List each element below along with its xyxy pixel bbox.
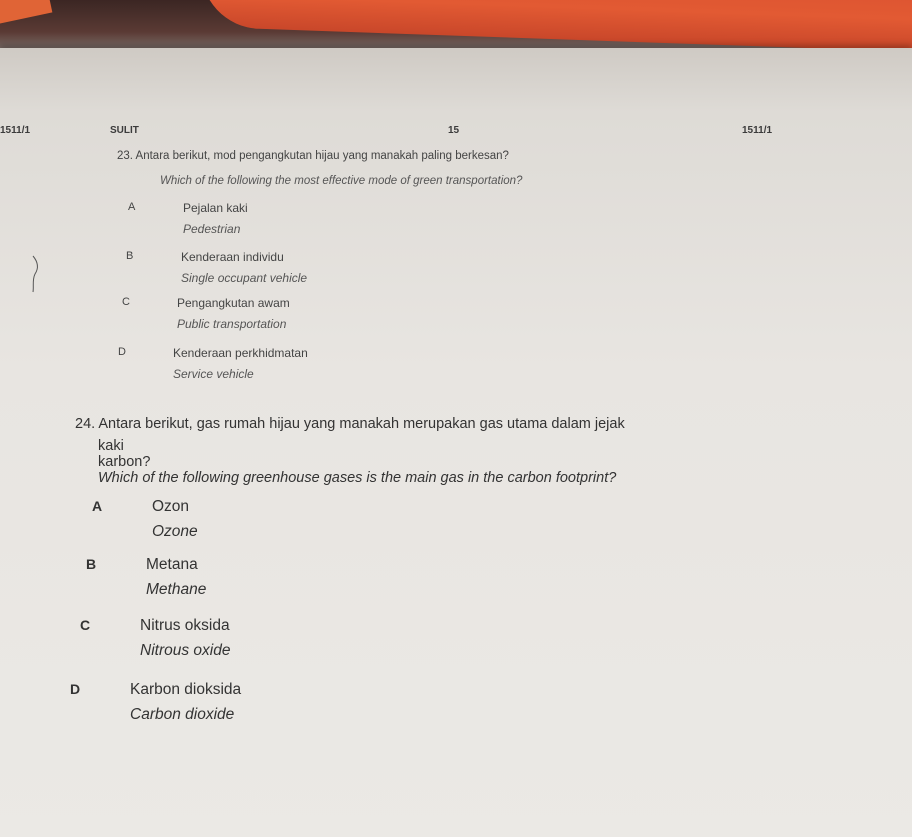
option-letter: A (128, 201, 136, 213)
page-number: 15 (448, 125, 460, 136)
question-23-stem-ms: 23. Antara berikut, mod pengangkutan hijau yang manakah paling berkesan? (117, 150, 509, 162)
option-text-ms: Pengangkutan awam (177, 296, 290, 310)
option-letter: B (86, 556, 97, 572)
question-23 (0, 0, 912, 400)
option-letter: C (122, 296, 130, 308)
option-letter: C (80, 617, 91, 633)
option-text-ms: Kenderaan perkhidmatan (173, 346, 308, 360)
option-text-ms: Ozon (152, 498, 190, 515)
paper-code-left: 1511/1 (0, 125, 31, 136)
option-letter: D (118, 346, 126, 358)
option-text-en: Carbon dioxide (130, 706, 235, 723)
option-text-ms: Kenderaan individu (181, 250, 284, 264)
option-text-en: Methane (146, 581, 207, 598)
option-text-ms: Pejalan kaki (183, 201, 248, 215)
option-text-ms: Nitrus oksida (140, 617, 230, 634)
question-24-stem-en: Which of the following greenhouse gases is the main gas in the carbon footprint? (98, 470, 617, 486)
question-23-stem-en: Which of the following the most effective mode of green transportation? (160, 175, 523, 187)
question-24-stem-ms-cont: kaki karbon? (98, 438, 151, 470)
option-text-en: Service vehicle (173, 367, 254, 381)
sulit-label: SULIT (110, 125, 139, 136)
option-text-en: Single occupant vehicle (181, 271, 308, 285)
question-24-stem-ms: 24. Antara berikut, gas rumah hijau yang manakah merupakan gas utama dalam jejak (75, 416, 625, 432)
paper-code-right: 1511/1 (742, 125, 773, 136)
option-text-ms: Metana (146, 556, 198, 573)
option-text-en: Pedestrian (183, 222, 241, 236)
option-letter: A (92, 498, 103, 514)
option-text-en: Ozone (152, 523, 198, 540)
option-letter: D (70, 681, 81, 697)
option-text-ms: Karbon dioksida (130, 681, 242, 698)
option-letter: B (126, 250, 134, 262)
option-text-en: Nitrous oxide (140, 642, 231, 659)
option-text-en: Public transportation (177, 317, 287, 331)
